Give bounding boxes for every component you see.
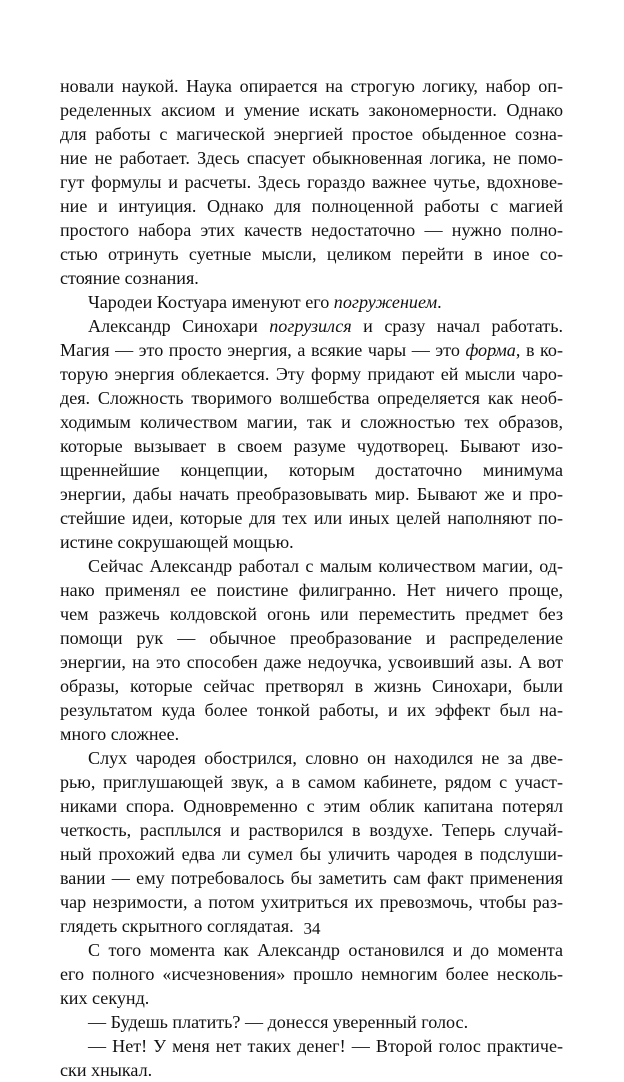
italic-word: погружением: [333, 292, 438, 312]
text-line: много сложнее.: [60, 724, 180, 744]
text-line: новали наукой. Наука опирается на строгую логику, набор оп-: [60, 76, 563, 96]
text-line: [60, 314, 563, 338]
text-line: — Будешь платить? — донесся уверенный голос.: [88, 1012, 469, 1032]
text-line: его полного «исчезновения» прошло немногим более несколь-: [60, 964, 563, 984]
text-line: стояние сознания.: [60, 268, 199, 288]
italic-word: погрузился: [269, 316, 352, 336]
text-line: ких секунд.: [60, 988, 150, 1008]
text-segment: и сразу начал работать.: [351, 316, 563, 336]
text-line: ние и интуиция. Однако для полноценной работы с магией: [60, 196, 563, 216]
text-line: четкость, расплылся и растворился в воздухе. Теперь случай-: [60, 820, 563, 840]
paragraph: [60, 938, 563, 1010]
text-segment: Магия — это просто энергия, а всякие чары — это: [60, 340, 466, 360]
text-line: вании — ему потребовалось бы заметить сам факт применения: [60, 868, 563, 888]
text-line: нако применял ее поистине филигранно. Нет ничего проще,: [60, 580, 563, 600]
paragraph: [60, 1010, 563, 1034]
text-line: ски хныкал.: [60, 1060, 153, 1080]
text-line: — Нет! У меня нет таких денег! — Второй голос практиче-: [88, 1036, 563, 1056]
text-line: Слух чародея обострился, словно он находился не за две-: [88, 748, 563, 768]
paragraph: [60, 1034, 563, 1082]
paragraph: [60, 554, 563, 746]
text-line: ходимым количеством магии, так и сложностью тех образов,: [60, 412, 563, 432]
text-line: стейшие идеи, которые для тех или иных целей наполняют по-: [60, 508, 563, 528]
text-line: которые вызывает в своем разуме чудотворец. Бывают изо-: [60, 436, 563, 456]
text-line: ный прохожий едва ли сумел бы уличить чародея в подслуши-: [60, 844, 563, 864]
text-line: для работы с магической энергией простое обыденное созна-: [60, 124, 563, 144]
text-line: истине сокрушающей мощью.: [60, 532, 294, 552]
text-line: [60, 338, 563, 362]
text-line: результатом куда более тонкой работы, и их эффект был на-: [60, 700, 563, 720]
text-line: помощи рук — обычное преобразование и распределение: [60, 628, 563, 648]
text-line: чем разжечь колдовской огонь или переместить предмет без: [60, 604, 563, 624]
text-line: стью отринуть суетные мысли, целиком перейти в иное со-: [60, 244, 563, 264]
page-number: 34: [303, 919, 321, 938]
text-line: ние не работает. Здесь спасует обыкновенная логика, не помо-: [60, 148, 563, 168]
text-line: гут формулы и расчеты. Здесь гораздо важнее чутье, вдохнове-: [60, 172, 563, 192]
text-line: щреннейшие концепции, которым достаточно минимума: [60, 460, 563, 480]
text-line: Сейчас Александр работал с малым количеством магии, од-: [88, 556, 563, 576]
paragraph: [60, 74, 563, 290]
text-line: образы, которые сейчас претворял в жизнь Синохари, были: [60, 676, 563, 696]
text-line: ределенных аксиом и умение искать закономерности. Однако: [60, 100, 563, 120]
text-line: энергии, на это способен даже недоучка, усвоивший азы. А вот: [60, 652, 563, 672]
text-line: дея. Сложность творимого волшебства определяется как необ-: [60, 388, 563, 408]
italic-word: форма: [465, 340, 516, 360]
text-line: простого набора этих качеств недостаточно — нужно полно-: [60, 220, 563, 240]
paragraph: [60, 746, 563, 938]
text-line: рью, приглушающей звук, а в самом кабинете, рядом с участ-: [60, 772, 563, 792]
text-line: чар незримости, а потом ухитриться их превозмочь, чтобы раз-: [60, 892, 563, 912]
text-segment: .: [437, 292, 442, 312]
text-line: С того момента как Александр остановился и до момента: [88, 940, 563, 960]
text-segment: , в ко-: [515, 340, 563, 360]
text-line: энергии, дабы начать преобразовывать мир. Бывают же и про-: [60, 484, 563, 504]
paragraph: [60, 314, 563, 554]
text-segment: Чародеи Костуара именуют его: [88, 292, 334, 312]
paragraph: [60, 290, 563, 314]
text-line: никами спора. Одновременно с этим облик капитана потерял: [60, 796, 563, 816]
text-line: глядеть скрытного соглядатая.: [60, 916, 294, 936]
text-line: [60, 290, 563, 314]
text-line: торую энергия облекается. Эту форму придают ей мысли чаро-: [60, 364, 563, 384]
text-segment: Александр Синохари: [88, 316, 270, 336]
